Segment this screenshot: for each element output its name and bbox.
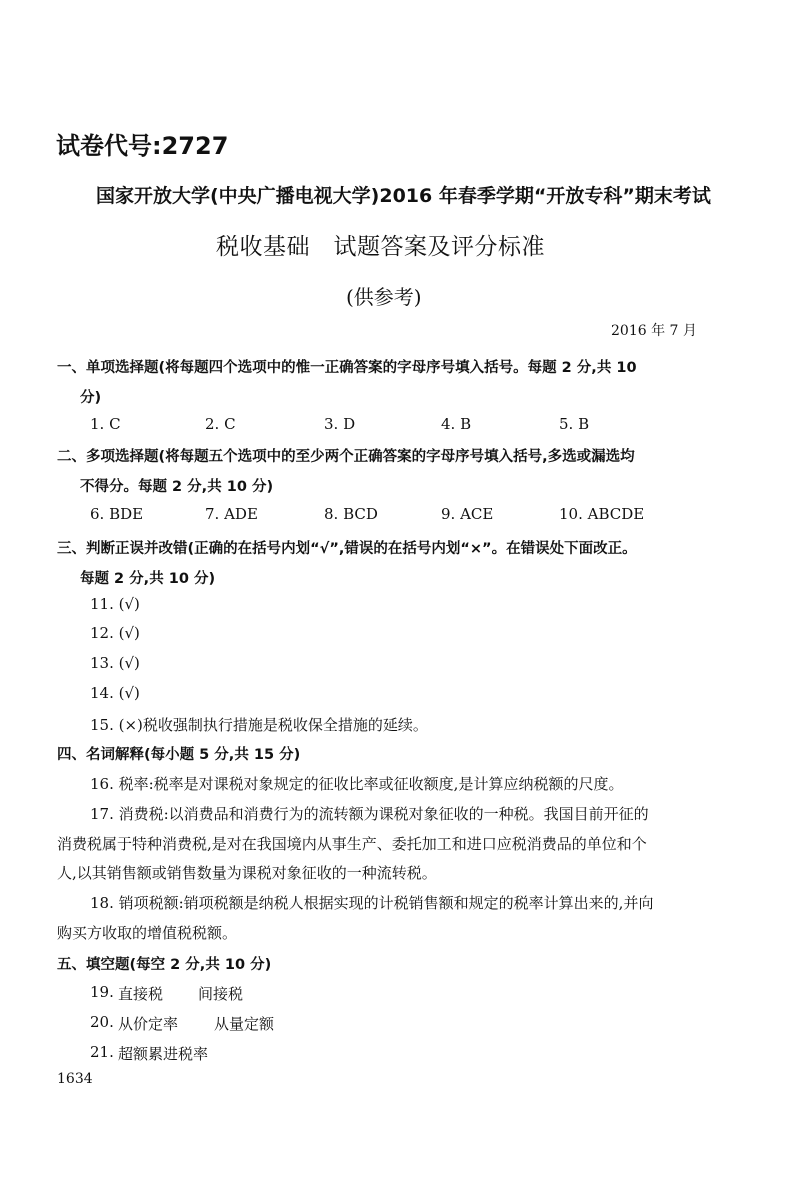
answer-2: 2. C: [205, 415, 236, 433]
answer-13: 13. (√): [90, 654, 140, 672]
page-number: 1634: [57, 1071, 93, 1087]
section1-heading-line1: 一、单项选择题(将每题四个选项中的惟一正确答案的字母序号填入括号。每题 2 分,共 10: [57, 360, 637, 376]
exam-date: 2016 年 7 月: [611, 323, 697, 339]
answer-10: 10. ABCDE: [559, 505, 645, 523]
answer-17-line2: 消费税属于特种消费税,是对在我国境内从事生产、委托加工和进口应税消费品的单位和个: [57, 835, 647, 853]
exam-code: 试卷代号:2727: [56, 132, 229, 160]
section2-heading-line2: 不得分。每题 2 分,共 10 分): [80, 479, 274, 495]
answer-7: 7. ADE: [205, 505, 258, 523]
section3-heading-line2: 每题 2 分,共 10 分): [80, 571, 216, 587]
answer-14: 14. (√): [90, 684, 140, 702]
answer-21-first: 超额累进税率: [118, 1045, 209, 1063]
section4-heading: 四、名词解释(每小题 5 分,共 15 分): [57, 747, 301, 763]
answer-12: 12. (√): [90, 624, 140, 642]
answer-1: 1. C: [90, 415, 121, 433]
answer-20-first: 从价定率: [118, 1015, 179, 1033]
answer-20-number: 20.: [90, 1013, 114, 1031]
answer-15: 15. (×)税收强制执行措施是税收保全措施的延续。: [90, 716, 428, 734]
answer-17-line3: 人,以其销售额或销售数量为课税对象征收的一种流转税。: [57, 864, 437, 882]
answer-4: 4. B: [441, 415, 472, 433]
section2-heading-line1: 二、多项选择题(将每题五个选项中的至少两个正确答案的字母序号填入括号,多选或漏选均: [57, 449, 635, 465]
answer-19-second: 间接税: [198, 985, 244, 1003]
answer-21-number: 21.: [90, 1043, 114, 1061]
answer-19-first: 直接税: [118, 985, 164, 1003]
section3-heading-line1: 三、判断正误并改错(正确的在括号内划“√”,错误的在括号内划“×”。在错误处下面改正。: [57, 541, 637, 557]
answer-8: 8. BCD: [324, 505, 378, 523]
exam-title: 国家开放大学(中央广播电视大学)2016 年春季学期“开放专科”期末考试: [96, 185, 711, 207]
answer-20-second: 从量定额: [214, 1015, 275, 1033]
answer-18-line1: 18. 销项税额:销项税额是纳税人根据实现的计税销售额和规定的税率计算出来的,并向: [90, 894, 654, 912]
section5-heading: 五、填空题(每空 2 分,共 10 分): [57, 957, 272, 973]
answer-19-number: 19.: [90, 983, 114, 1001]
exam-subtitle: 税收基础 试题答案及评分标准: [216, 234, 545, 260]
answer-3: 3. D: [324, 415, 356, 433]
answer-6: 6. BDE: [90, 505, 144, 523]
answer-9: 9. ACE: [441, 505, 494, 523]
reference-note: (供参考): [346, 285, 422, 309]
answer-5: 5. B: [559, 415, 590, 433]
answer-11: 11. (√): [90, 595, 140, 613]
answer-16: 16. 税率:税率是对课税对象规定的征收比率或征收额度,是计算应纳税额的尺度。: [90, 775, 624, 793]
answer-17-line1: 17. 消费税:以消费品和消费行为的流转额为课税对象征收的一种税。我国目前开征的: [90, 805, 649, 823]
section1-heading-line2: 分): [80, 390, 102, 406]
answer-18-line2: 购买方收取的增值税税额。: [57, 924, 238, 942]
